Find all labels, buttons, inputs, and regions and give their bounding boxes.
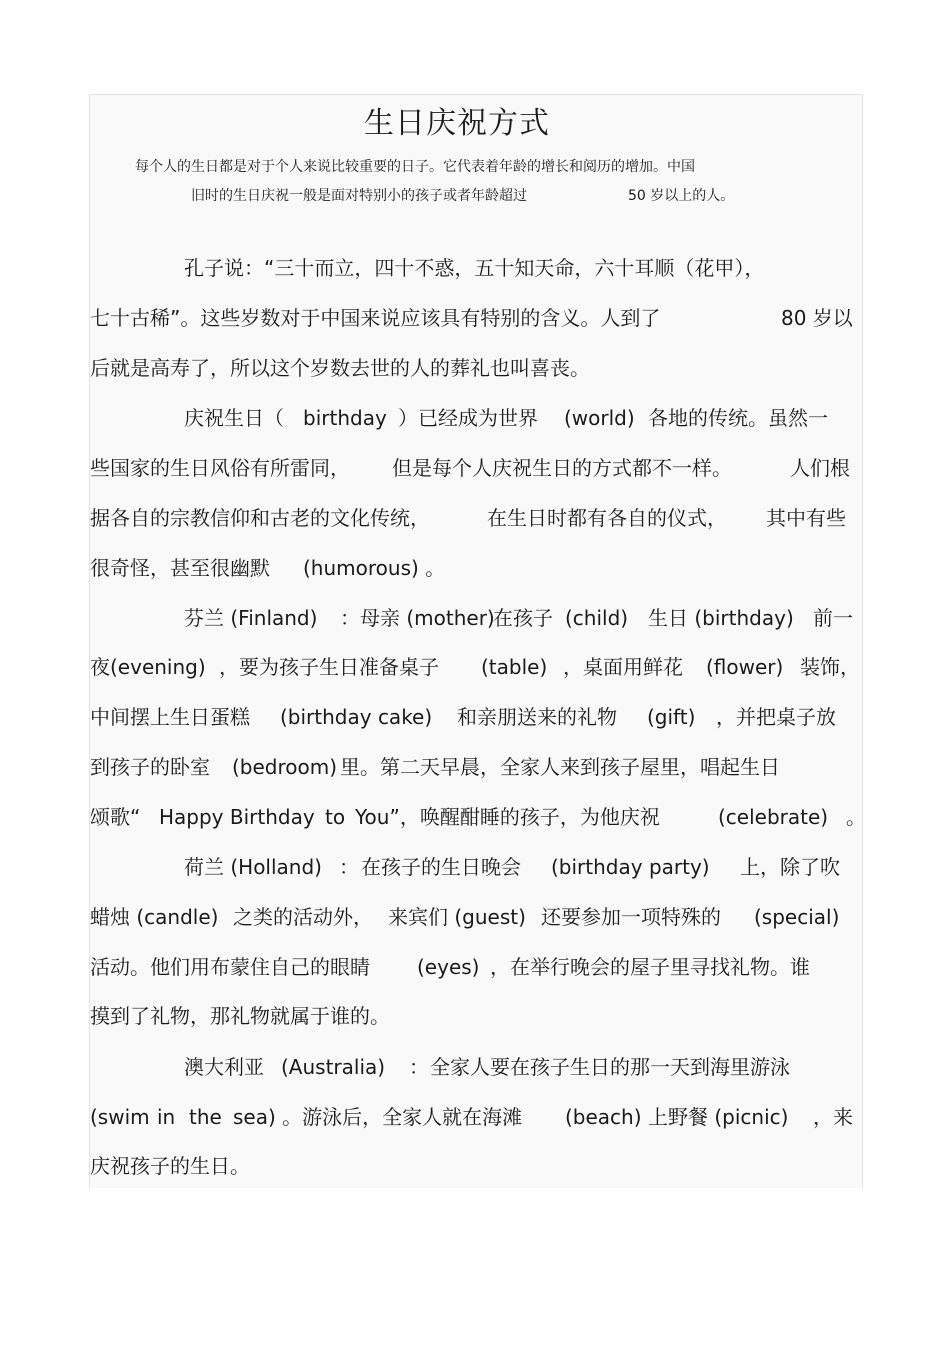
- paragraph-5-segment: (swim: [90, 1105, 150, 1129]
- paragraph-3-segment: Happy Birthday: [159, 805, 315, 829]
- paragraph-4-segment: 荷兰 (Holland): [184, 855, 322, 879]
- paragraph-5-segment: 上野餐 (picnic): [648, 1105, 789, 1129]
- paragraph-3-segment: 芬兰 (Finland): [184, 606, 318, 630]
- paragraph-3-segment: ，并把桌子放: [716, 705, 836, 729]
- paragraph-2-segment: 但是每个人庆祝生日的方式都不一样。: [392, 456, 732, 480]
- paragraph-4-segment: 蜡烛 (candle): [90, 905, 219, 929]
- paragraph-4-segment: (birthday party): [551, 855, 710, 879]
- paragraph-5-segment: 澳大利亚: [184, 1055, 264, 1079]
- paragraph-2-segment: 庆祝生日（: [184, 406, 284, 430]
- paragraph-2-segment: (world): [564, 406, 635, 430]
- paragraph-3-segment: to: [325, 805, 346, 829]
- intro-line-1: 每个人的生日都是对于个人来说比较重要的日子。它代表着年龄的增长和阅历的增加。中国: [135, 159, 695, 175]
- paragraph-5-segment: (Australia): [281, 1055, 386, 1079]
- paragraph-3-segment: ，要为孩子生日准备桌子: [219, 655, 439, 679]
- paragraph-3-segment: 在孩子: [493, 606, 553, 630]
- paragraph-3-segment: (celebrate): [718, 805, 829, 829]
- paragraph-4-segment: 摸到了礼物，那礼物就属于谁的。: [90, 1004, 390, 1028]
- paragraph-2-segment: 据各自的宗教信仰和古老的文化传统，: [90, 506, 430, 530]
- paragraph-2-segment: 在生日时都有各自的仪式，: [487, 506, 727, 530]
- paragraph-5-segment: ：: [409, 1055, 429, 1079]
- paragraph-1-line-2: 七十古稀”。这些岁数对于中国来说应该具有特别的含义。人到了: [90, 306, 661, 330]
- paragraph-4-segment: ，在举行晚会的屋子里寻找礼物。谁: [490, 955, 810, 979]
- paragraph-3-segment: (gift): [647, 705, 696, 729]
- paragraph-2-segment: birthday: [303, 406, 387, 430]
- paragraph-3-segment: 中间摆上生日蛋糕: [90, 705, 250, 729]
- paragraph-3-segment: 生日 (birthday): [648, 606, 794, 630]
- paragraph-4-segment: (special): [754, 905, 840, 929]
- paragraph-3-segment: 到孩子的卧室: [90, 755, 210, 779]
- paragraph-3-segment: You”，唤醒酣睡的孩子，为他庆祝: [355, 805, 660, 829]
- paragraph-4-segment: 上，除了吹: [740, 855, 840, 879]
- paragraph-2-segment: 些国家的生日风俗有所雷同，: [90, 456, 350, 480]
- paragraph-5-segment: 全家人要在孩子生日的那一天到海里游泳: [430, 1055, 790, 1079]
- paragraph-5-segment: the: [189, 1105, 222, 1129]
- intro-line-2: 旧时的生日庆祝一般是面对特别小的孩子或者年龄超过: [191, 188, 527, 204]
- paragraph-1-line-1: 孔子说：“三十而立，四十不惑，五十知天命，六十耳顺（花甲），: [184, 256, 765, 280]
- paragraph-3-segment: 夜(evening): [90, 655, 206, 679]
- paragraph-4-segment: ：: [339, 855, 359, 879]
- paragraph-1-line-2b: 80 岁以: [781, 306, 853, 330]
- paragraph-2-segment: 人们根: [790, 456, 850, 480]
- paragraph-5-segment: in: [157, 1105, 176, 1129]
- paragraph-3-segment: (birthday cake): [280, 705, 433, 729]
- paragraph-3-segment: 装饰，: [800, 655, 860, 679]
- paragraph-3-segment: 和亲朋送来的礼物: [457, 705, 617, 729]
- paragraph-4-segment: 还要参加一项特殊的: [541, 905, 721, 929]
- paragraph-4-segment: 来宾们 (guest): [388, 905, 526, 929]
- paragraph-3-segment: ：母亲 (mother): [340, 606, 495, 630]
- paragraph-4-segment: (eyes): [417, 955, 480, 979]
- paragraph-3-segment: 。: [846, 805, 866, 829]
- document-title: 生日庆祝方式: [364, 106, 550, 141]
- paragraph-2-segment: ）已经成为世界: [398, 406, 538, 430]
- paragraph-3-segment: 前一: [813, 606, 853, 630]
- paragraph-3-segment: (bedroom): [232, 755, 338, 779]
- paragraph-4-segment: 之类的活动外，: [233, 905, 373, 929]
- paragraph-4-segment: 在孩子的生日晚会: [361, 855, 521, 879]
- paragraph-3-segment: (flower): [706, 655, 784, 679]
- paragraph-2-segment: 很奇怪，甚至很幽默: [90, 556, 270, 580]
- paragraph-3-segment: 里。第二天早晨，全家人来到孩子屋里，唱起生日: [340, 755, 780, 779]
- paragraph-3-segment: ，桌面用鲜花: [563, 655, 683, 679]
- paragraph-5-segment: 庆祝孩子的生日。: [90, 1154, 250, 1178]
- intro-line-2b: 50 岁以上的人。: [628, 188, 735, 204]
- paragraph-2-segment: (humorous) 。: [303, 556, 446, 580]
- paragraph-3-segment: (table): [481, 655, 548, 679]
- paragraph-3-segment: 颂歌“: [90, 805, 141, 829]
- paragraph-5-segment: sea) 。游泳后，全家人就在海滩: [233, 1105, 523, 1129]
- paragraph-2-segment: 各地的传统。虽然一: [648, 406, 828, 430]
- paragraph-3-segment: (child): [565, 606, 629, 630]
- paragraph-4-segment: 活动。他们用布蒙住自己的眼睛: [90, 955, 370, 979]
- paragraph-1-line-3: 后就是高寿了，所以这个岁数去世的人的葬礼也叫喜丧。: [90, 356, 590, 380]
- paragraph-5-segment: (beach): [565, 1105, 642, 1129]
- paragraph-2-segment: 其中有些: [766, 506, 846, 530]
- paragraph-5-segment: ，来: [813, 1105, 853, 1129]
